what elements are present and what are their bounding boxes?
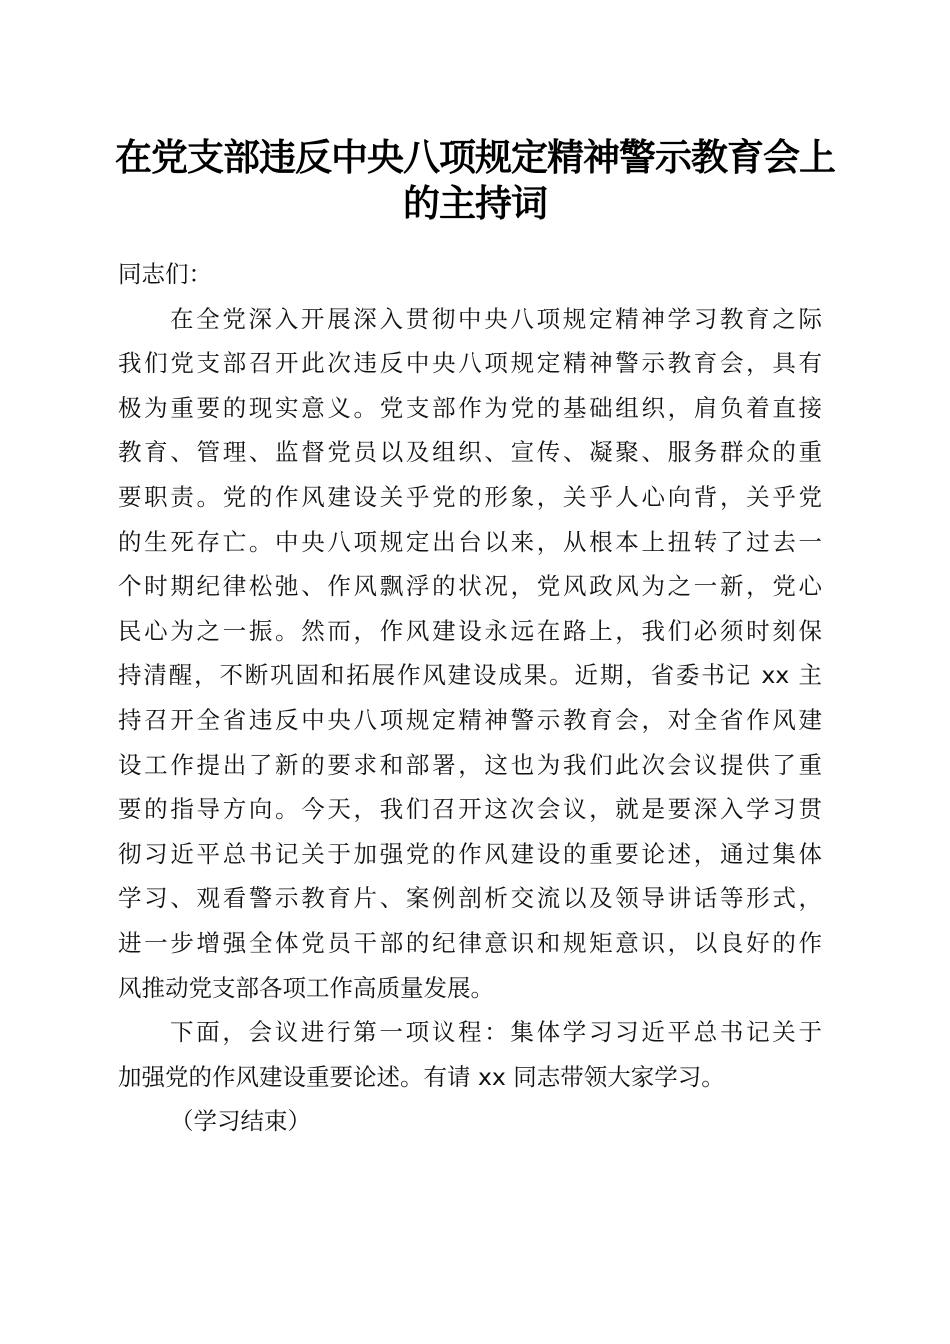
stage-direction: （学习结束）: [170, 1107, 311, 1136]
paragraph-line: 进一步增强全体党员干部的纪律意识和规矩意识，以良好的作: [118, 928, 822, 957]
paragraph-line: 民心为之一振。然而，作风建设永远在路上，我们必须时刻保: [118, 616, 822, 645]
paragraph-line: 风推动党支部各项工作高质量发展。: [118, 973, 494, 1002]
paragraph-line: 要的指导方向。今天，我们召开这次会议，就是要深入学习贯: [118, 795, 822, 824]
title-line-1: 在党支部违反中央八项规定精神警示教育会上: [115, 135, 835, 179]
paragraph-line: 要职责。党的作风建设关乎党的形象，关乎人心向背，关乎党: [118, 482, 822, 511]
paragraph-line: 持召开全省违反中央八项规定精神警示教育会，对全省作风建: [118, 705, 822, 734]
title-line-2: 的主持词: [403, 181, 547, 225]
paragraph-line: 个时期纪律松弛、作风飘浮的状况，党风政风为之一新，党心: [118, 572, 822, 601]
paragraph-line: 加强党的作风建设重要论述。有请 xx 同志带领大家学习。: [118, 1062, 725, 1091]
paragraph-1: [118, 297, 822, 1011]
paragraph-line: 彻习近平总书记关于加强党的作风建设的重要论述，通过集体: [118, 839, 822, 868]
paragraph-line: 教育、管理、监督党员以及组织、宣传、凝聚、服务群众的重: [118, 438, 822, 467]
paragraph-line: 持清醒，不断巩固和拓展作风建设成果。近期，省委书记 xx 主: [118, 661, 822, 690]
paragraph-2: [118, 1010, 822, 1099]
paragraph-line: 在全党深入开展深入贯彻中央八项规定精神学习教育之际: [170, 304, 822, 333]
paragraph-line: 下面，会议进行第一项议程：集体学习习近平总书记关于: [170, 1018, 822, 1047]
paragraph-line: 的生死存亡。中央八项规定出台以来，从根本上扭转了过去一: [118, 527, 822, 556]
document-body: [118, 252, 822, 1144]
document-title: [100, 134, 850, 226]
paragraph-line: 学习、观看警示教育片、案例剖析交流以及领导讲话等形式，: [118, 884, 822, 913]
paragraph-line: 我们党支部召开此次违反中央八项规定精神警示教育会，具有: [118, 349, 822, 378]
paragraph-line: 极为重要的现实意义。党支部作为党的基础组织，肩负着直接: [118, 393, 822, 422]
greeting: 同志们：: [118, 260, 212, 288]
paragraph-line: 设工作提出了新的要求和部署，这也为我们此次会议提供了重: [118, 750, 822, 779]
paragraph-3: [118, 1099, 822, 1144]
